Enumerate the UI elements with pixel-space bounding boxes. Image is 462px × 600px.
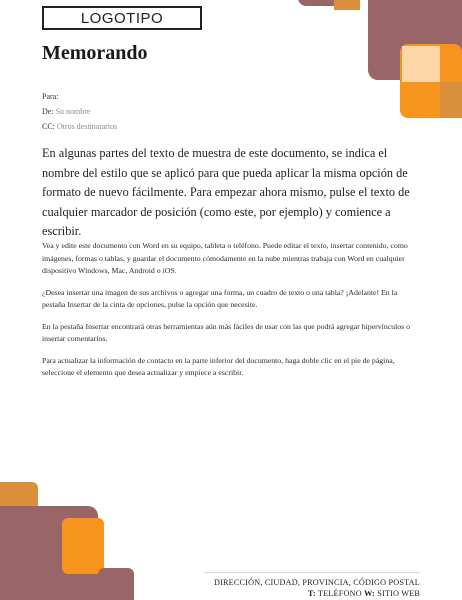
web-label: W:: [364, 588, 375, 598]
body-paragraph-2[interactable]: ¿Desea insertar una imagen de sus archivos o agregar una forma, un cuadro de texto o una tabla? ¡Adelante! En la pestaña Insertar de la cinta de opciones, pulse la opción que necesite.: [42, 287, 398, 309]
top-right-decoration: [290, 0, 462, 130]
body-text: [42, 240, 414, 389]
body-paragraph-4[interactable]: Para actualizar la información de contacto en la parte inferior del documento, haga doble clic en el pie de página, seleccione el elemento que desea actualizar y empiece a escribir.: [42, 355, 395, 377]
bottom-left-decoration: [0, 466, 140, 600]
deco-square-orange-bottom: [62, 518, 104, 574]
web-value: SITIO WEB: [377, 588, 420, 598]
deco-square-peach: [402, 46, 440, 82]
cc-value[interactable]: Otros destinatarios: [56, 122, 118, 131]
phone-label: T:: [307, 588, 316, 598]
footer-divider: [204, 572, 420, 573]
memo-fields: [42, 89, 117, 134]
body-paragraph-3[interactable]: En la pestaña Insertar encontrará otras herramientas aún más fáciles de usar con las que podrá agregar hipervínculos o insertar comentarios.: [42, 321, 411, 343]
intro-paragraph[interactable]: En algunas partes del texto de muestra de este documento, se indica el nombre del estilo que se aplicó para que pueda aplicar la misma opción de formato de nuevo fácilmente. Para empezar ahora mismo, pulse el texto de cualquier marcador de posición (como este, por ejemplo) y comience a escribir.: [42, 146, 410, 238]
para-label: Para:: [42, 92, 59, 101]
phone-value: TELÉFONO: [317, 588, 362, 598]
de-value[interactable]: Su nombre: [55, 107, 91, 116]
footer-contact[interactable]: [214, 578, 420, 599]
deco-square-mauve-bottom-small: [98, 568, 134, 600]
cc-field[interactable]: [42, 119, 117, 134]
cc-label: CC:: [42, 122, 55, 131]
footer-contact-line: [214, 589, 420, 600]
logo-placeholder[interactable]: [42, 6, 202, 30]
deco-square-amber-right: [440, 82, 462, 118]
de-label: De:: [42, 107, 54, 116]
memo-title[interactable]: Memorando: [42, 42, 148, 64]
body-paragraph-1[interactable]: Vea y edite este documento con Word en su equipo, tableta o teléfono. Puede editar el texto, insertar contenido, como imágenes, formas o tablas, y guardar el documento cómodamente en la nube mientras trabaja con Word en cualquier dispositivo Windows, Mac, Android o iOS.: [42, 241, 408, 275]
footer-address: DIRECCIÓN, CIUDAD, PROVINCIA, CÓDIGO POSTAL: [213, 578, 420, 587]
logo-text: LOGOTIPO: [80, 9, 164, 27]
deco-square-amber-top: [334, 0, 360, 10]
para-field[interactable]: [42, 89, 117, 104]
de-field[interactable]: [42, 104, 117, 119]
